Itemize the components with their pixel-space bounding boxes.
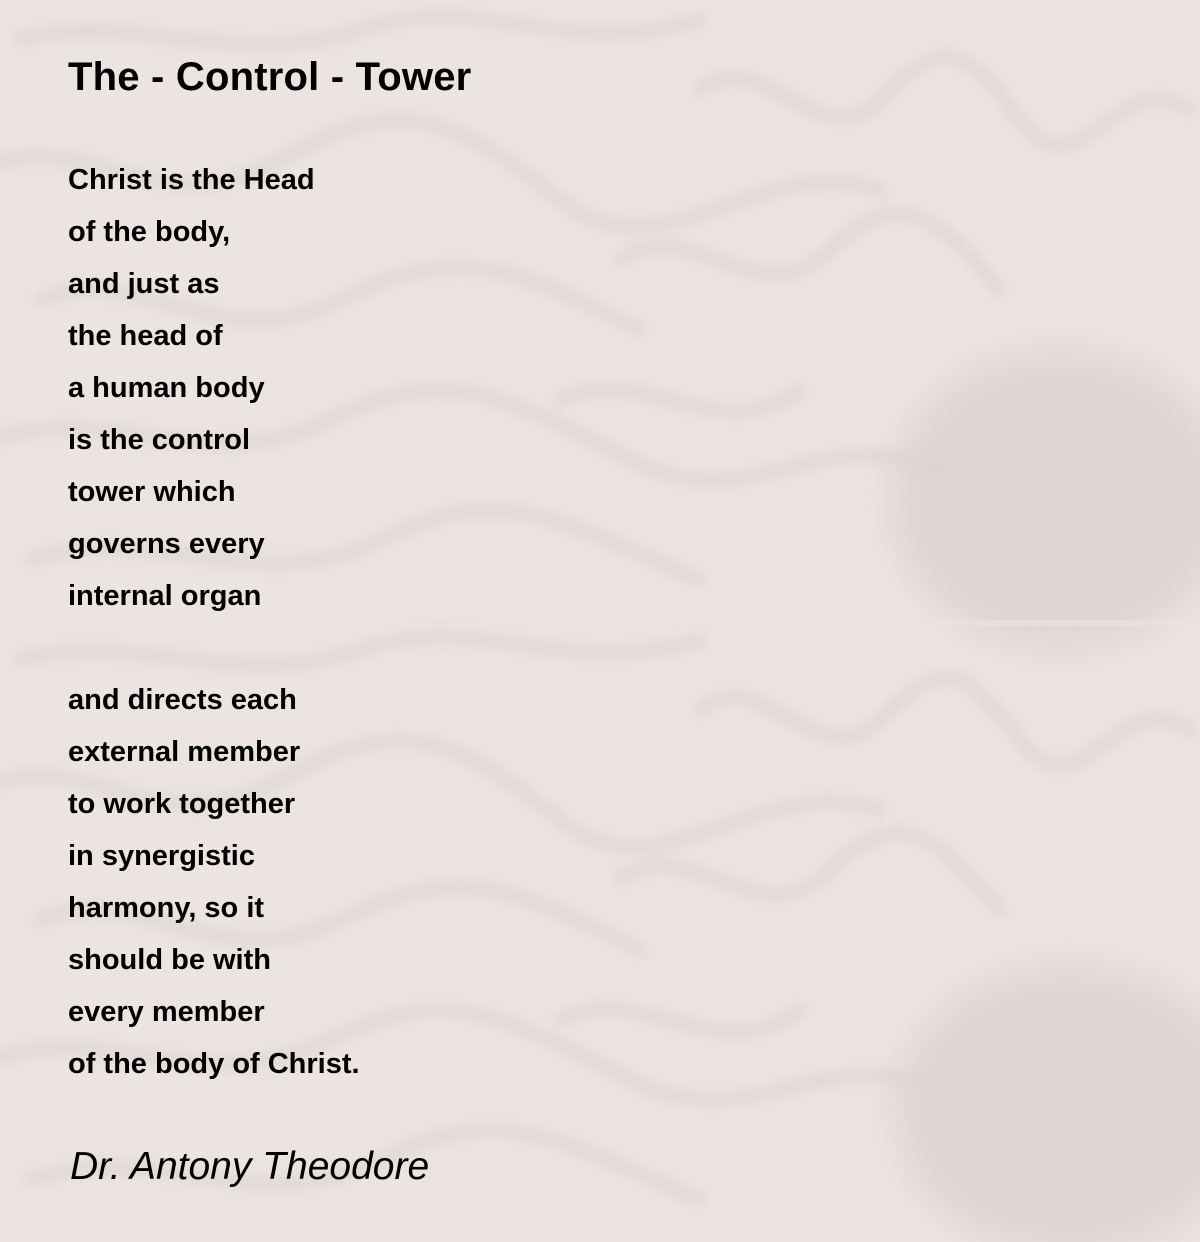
ink-stain-top [890,350,1200,650]
stanza-1 [68,154,360,622]
poem-line: tower which [68,476,236,508]
poem-line: should be with [68,944,271,976]
poem-title: The - Control - Tower [68,55,472,99]
poem-author: Dr. Antony Theodore [70,1145,430,1188]
poem-line: in synergistic [68,840,255,872]
poem-line: every member [68,996,265,1028]
poem-line: internal organ [68,580,262,612]
stanza-2 [68,674,360,1090]
poem-line: governs every [68,528,265,560]
poem-line: of the body of Christ. [68,1048,360,1080]
poem-line: is the control [68,424,251,456]
poem-line: to work together [68,788,296,820]
poem-line: external member [68,736,301,768]
poem-line: and directs each [68,684,297,716]
poem-line: the head of [68,320,223,352]
poem-body [68,154,360,1090]
ink-stain-bottom [895,965,1200,1242]
poem-line: of the body, [68,216,231,248]
poem-line: Christ is the Head [68,164,315,196]
poem-line: harmony, so it [68,892,265,924]
poem-line: and just as [68,268,220,300]
poem-line: a human body [68,372,265,404]
